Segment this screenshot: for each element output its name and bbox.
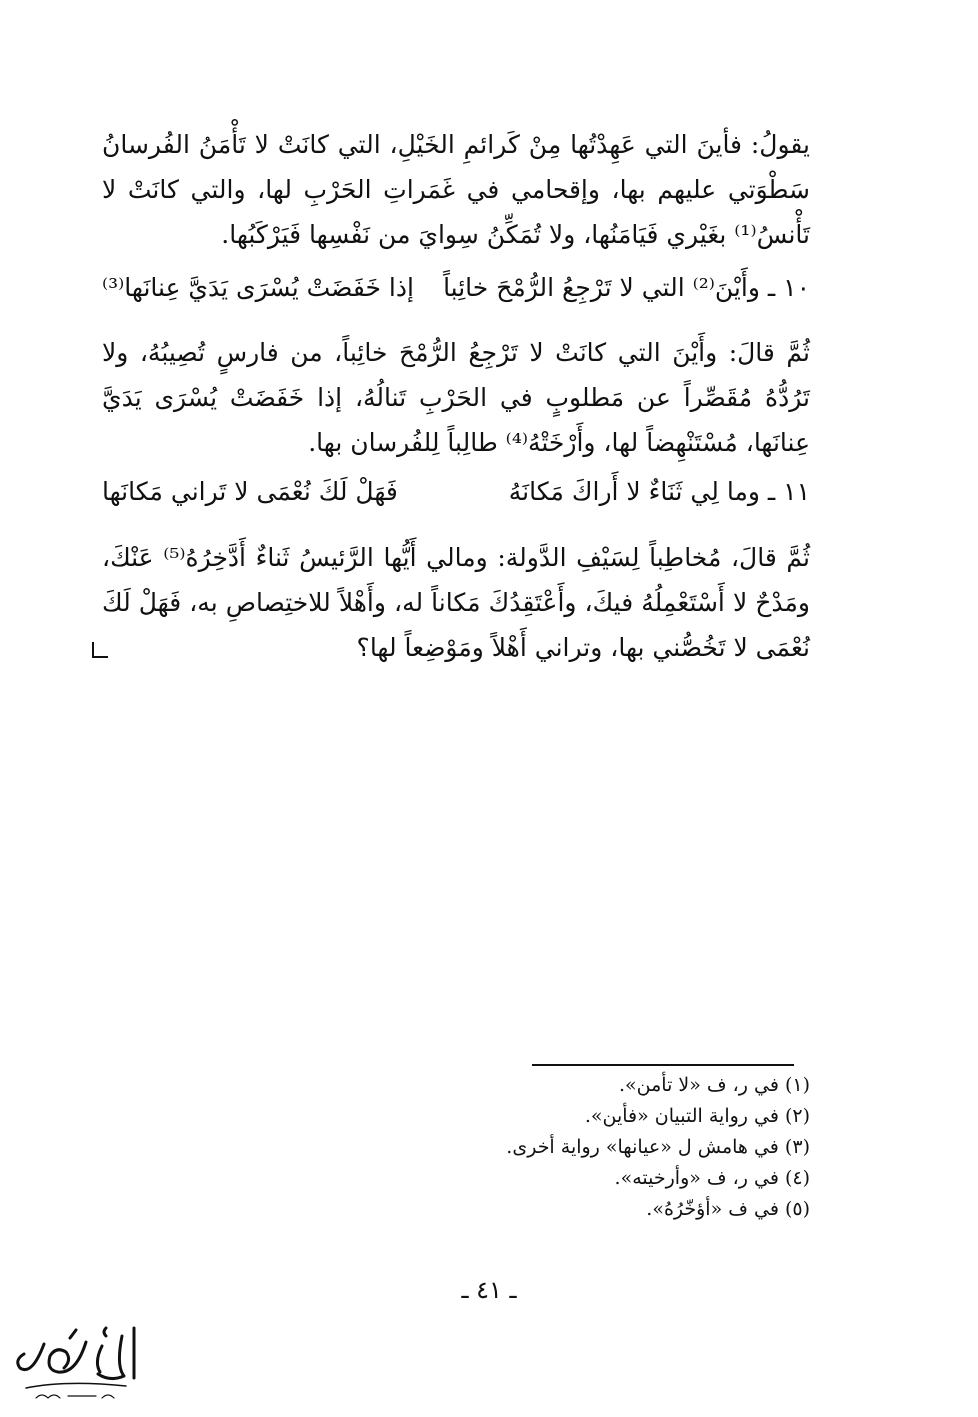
- verse-11-first-hemistich: ١١ ـ وما لِي ثَنَاءٌ لا أَراكَ مَكانَهُ: [508, 477, 810, 506]
- footnote-5: (٥) في ف «أؤخّرُهُ».: [646, 1198, 810, 1220]
- paragraph-3: ثُمَّ قالَ، مُخاطِباً لِسَيْفِ الدَّولة: ومالي أَيُّها الرَّئيسُ ثَناءٌ أَدَّخِرُهُ⁽⁵⁾ عَنْكَ، ومَدْحٌ لا أَسْتَعْمِلُهُ فيكَ، وأَعْتَقِدُكَ مَكاناً له، وأَهْلاً للاختِصاصِ به، فَهَلْ لَكَ نُعْمَى لا تَخُصُّني بها، وتراني أَهْلاً ومَوْضِعاً لها؟: [102, 543, 810, 662]
- footnote-1: (١) في ر، ف «لا تأمن».: [618, 1074, 810, 1096]
- verse-10: [102, 268, 810, 308]
- verse-11: [102, 472, 810, 512]
- paragraph-2: ثُمَّ قالَ: وأَيْنَ التي كانَتْ لا تَرْجِعُ الرُّمْحَ خائِباً، من فارسٍ تُصِيبُهُ، ولا تَرُدُّهُ مُقَصِّراً عن مَطلوبٍ في الحَرْبِ تَنالُهُ، إذا خَفَضَتْ يُسْرَى يَدَيَّ عِنانَها، مُسْتَنْهِضاً لها، وأَرْخَتْهُ⁽⁴⁾ طالِباً لِلفُرسان بها.: [102, 338, 810, 457]
- footnote-3: (٣) في هامش ل «عيانها» رواية أخرى.: [506, 1136, 810, 1158]
- calligraphy-logo-icon: [6, 1316, 148, 1408]
- footnote-4: (٤) في ر، ف «وأرخيته».: [614, 1167, 810, 1189]
- page-number: ـ ٤١ ـ: [461, 1276, 517, 1304]
- verse-10-second-hemistich: إذا خَفَضَتْ يُسْرَى يَدَيَّ عِنانَها⁽³⁾: [102, 273, 414, 302]
- section-end-mark: [92, 642, 108, 658]
- footnotes-list: [310, 1070, 810, 1225]
- paragraph-1: يقولُ: فأينَ التي عَهِدْتُها مِنْ كَرائمِ الخَيْلِ، التي كانَتْ لا تَأْمَنُ الفُرسانُ سَطْوَتي عليهم بها، وإقحامي في غَمَراتِ الحَرْبِ لها، والتي كانَتْ لا تَأْنسُ⁽¹⁾ بغَيْري فَيَامَنُها، ولا تُمَكِّنُ سِوايَ من نَفْسِها فَيَرْكَبُها.: [102, 130, 810, 249]
- footnote-2: (٢) في رواية التبيان «فأين».: [584, 1105, 810, 1127]
- footnote-divider: [532, 1064, 794, 1066]
- verse-10-first-hemistich: ١٠ ـ وأَيْنَ⁽²⁾ التي لا تَرْجِعُ الرُّمْحَ خائِباً: [443, 273, 810, 302]
- verse-11-second-hemistich: فَهَلْ لَكَ نُعْمَى لا تَراني مَكانَها: [102, 477, 398, 506]
